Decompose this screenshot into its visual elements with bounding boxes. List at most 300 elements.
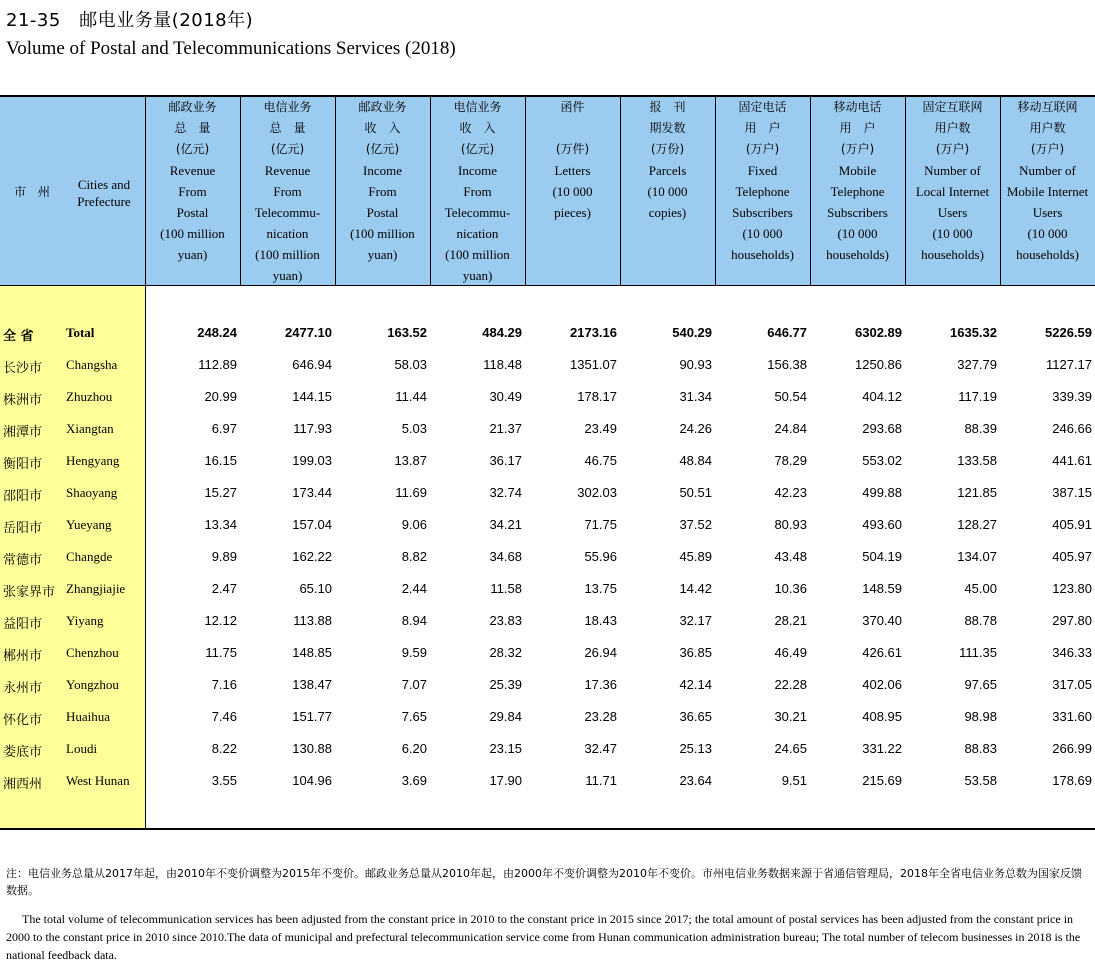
table-cell: 78.29 [774, 453, 807, 468]
table-cell: 3.69 [401, 773, 427, 788]
table-cell: 71.75 [584, 517, 617, 532]
table-cell: 25.39 [489, 677, 522, 692]
column-header-english: Telecommu- [444, 205, 511, 220]
row-label-chinese: 娄底市 [3, 745, 43, 760]
table-cell: 36.65 [679, 709, 712, 724]
table-cell: 18.43 [584, 613, 617, 628]
table-cell: 23.15 [489, 741, 522, 756]
table-cell: 104.96 [292, 773, 332, 788]
column-divider [620, 97, 621, 285]
table-cell: 111.35 [959, 645, 997, 660]
row-label-english: Shaoyang [66, 485, 118, 500]
table-cell: 48.84 [679, 453, 712, 468]
table-cell: 297.80 [1052, 613, 1092, 628]
column-header [1000, 97, 1095, 285]
table-cell: 45.89 [679, 549, 712, 564]
table-cell: 6.20 [401, 741, 427, 756]
table-cell: 11.58 [490, 581, 522, 596]
table-cell: 123.80 [1052, 581, 1092, 596]
column-divider [1000, 97, 1001, 285]
column-header [810, 97, 905, 285]
table-cell: 441.61 [1052, 453, 1092, 468]
row-label-chinese: 湘潭市 [3, 425, 43, 440]
column-header-english: pieces) [554, 205, 591, 220]
table-cell: 88.78 [964, 613, 997, 628]
column-header-english: Income [363, 163, 402, 178]
table-cell: 25.13 [679, 741, 712, 756]
stub-header-chinese: 市 州 [14, 185, 54, 199]
column-header [715, 97, 810, 285]
row-label-english: Zhangjiajie [66, 581, 126, 596]
table-cell: 117.19 [958, 389, 997, 404]
column-header-unit: (万户) [745, 142, 780, 156]
table-cell: 646.94 [292, 357, 332, 372]
table-cell: 88.39 [964, 421, 997, 436]
column-header-english: nication [266, 226, 309, 241]
table-cell: 246.66 [1052, 421, 1092, 436]
table-cell: 23.83 [489, 613, 522, 628]
table-cell: 130.88 [292, 741, 332, 756]
column-divider [525, 97, 526, 285]
table-cell: 7.16 [211, 677, 237, 692]
column-header-english: Telephone [830, 184, 885, 199]
column-header-english: Postal [366, 205, 399, 220]
column-header-chinese [525, 118, 620, 139]
row-label-english: Loudi [66, 741, 98, 756]
column-header-english: copies) [648, 205, 687, 220]
table-cell: 90.93 [679, 357, 712, 372]
column-header-unit: (亿元) [175, 142, 210, 156]
column-header-english: Mobile [838, 163, 877, 178]
table-cell: 26.94 [584, 645, 617, 660]
column-header-chinese: 收 入 [364, 121, 401, 135]
row-label-chinese: 常德市 [3, 553, 43, 568]
column-header-english: households) [731, 247, 794, 262]
column-header-chinese: 固定互联网 [922, 100, 983, 114]
table-cell: 28.21 [774, 613, 807, 628]
column-header-english: (10 000 [742, 226, 783, 241]
table-cell: 13.87 [394, 453, 427, 468]
column-header [905, 97, 1000, 285]
column-header-english: yuan) [367, 247, 398, 262]
table-cell: 23.49 [584, 421, 617, 436]
column-header [240, 97, 335, 285]
column-header-unit: (亿元) [460, 142, 495, 156]
table-cell: 20.99 [204, 389, 237, 404]
row-label-chinese: 永州市 [3, 681, 43, 696]
table-bottom-rule [0, 828, 1095, 830]
row-label-english: West Hunan [66, 773, 130, 788]
column-header [620, 97, 715, 285]
row-label-chinese: 邵阳市 [3, 489, 43, 504]
table-cell: 14.42 [679, 581, 712, 596]
table-cell: 144.15 [292, 389, 332, 404]
column-header-english: yuan) [177, 247, 208, 262]
header-bottom-rule [0, 285, 1095, 286]
column-header-chinese: 用 户 [744, 121, 781, 135]
table-cell: 30.49 [489, 389, 522, 404]
table-cell: 499.88 [862, 485, 902, 500]
column-header-english: Parcels [648, 163, 687, 178]
column-header-english: Number of [1019, 163, 1076, 178]
table-cell: 162.22 [292, 549, 332, 564]
stub-header-english: Cities and Prefecture [77, 177, 131, 209]
table-cell: 646.77 [767, 325, 807, 340]
column-divider [240, 97, 241, 285]
table-cell: 42.14 [679, 677, 712, 692]
table-cell: 17.36 [584, 677, 617, 692]
table-cell: 118.48 [483, 357, 522, 372]
table-cell: 34.21 [489, 517, 522, 532]
row-label-english: Yongzhou [66, 677, 119, 692]
table-cell: 98.98 [964, 709, 997, 724]
table-cell: 7.46 [211, 709, 237, 724]
table-cell: 112.89 [198, 357, 237, 372]
table-cell: 13.75 [584, 581, 617, 596]
table-cell: 121.85 [957, 485, 997, 500]
table-cell: 8.94 [401, 613, 427, 628]
table-cell: 17.90 [489, 773, 522, 788]
table-cell: 28.32 [489, 645, 522, 660]
table-cell: 53.58 [964, 773, 997, 788]
column-header-chinese: 固定电话 [738, 100, 787, 114]
column-header-english: Subscribers [732, 205, 793, 220]
table-row-total [0, 318, 1095, 350]
column-header-english: Mobile Internet [1006, 184, 1089, 199]
row-label-english: Changsha [66, 357, 118, 372]
row-label-chinese: 衡阳市 [3, 457, 43, 472]
table-cell: 553.02 [862, 453, 902, 468]
column-header-english: nication [456, 226, 499, 241]
column-header-unit: (亿元) [365, 142, 400, 156]
table-cell: 1127.17 [1045, 357, 1092, 372]
row-label-chinese: 株洲市 [3, 393, 43, 408]
column-header-chinese: 报 刊 [649, 100, 686, 114]
table-cell: 404.12 [862, 389, 902, 404]
row-label-english: Zhuzhou [66, 389, 113, 404]
table-cell: 178.69 [1052, 773, 1092, 788]
column-header-chinese: 移动互联网 [1017, 100, 1078, 114]
column-header-english: Users [937, 205, 968, 220]
table-row [0, 702, 1095, 734]
table-cell: 29.84 [489, 709, 522, 724]
column-header-english: households) [826, 247, 889, 262]
column-header-chinese: 函件 [560, 100, 585, 114]
column-header-chinese: 邮政业务 [358, 100, 407, 114]
column-header-chinese: 期发数 [649, 121, 686, 135]
row-label-english: Chenzhou [66, 645, 119, 660]
column-header-unit: (万户) [1030, 142, 1065, 156]
table-row [0, 478, 1095, 510]
row-label-chinese: 长沙市 [3, 361, 43, 376]
table-cell: 23.28 [584, 709, 617, 724]
table-cell: 16.15 [204, 453, 237, 468]
table-row [0, 766, 1095, 798]
table-cell: 13.34 [204, 517, 237, 532]
column-header-chinese: 电信业务 [263, 100, 312, 114]
row-label-chinese: 益阳市 [3, 617, 43, 632]
table-cell: 493.60 [862, 517, 902, 532]
table-cell: 248.24 [197, 325, 237, 340]
table-cell: 7.07 [401, 677, 427, 692]
column-header-chinese: 用户数 [1029, 121, 1066, 135]
column-header-english: Subscribers [827, 205, 888, 220]
row-label-chinese: 怀化市 [3, 713, 43, 728]
table-cell: 24.65 [774, 741, 807, 756]
column-header-english: households) [1016, 247, 1079, 262]
table-cell: 317.05 [1052, 677, 1092, 692]
column-header-english: Fixed [747, 163, 778, 178]
table-cell: 12.12 [204, 613, 237, 628]
table-cell: 215.69 [862, 773, 902, 788]
table-cell: 1250.86 [855, 357, 902, 372]
row-label-chinese: 张家界市 [3, 585, 56, 600]
table-cell: 128.27 [957, 517, 997, 532]
column-divider [335, 97, 336, 285]
table-cell: 9.51 [781, 773, 807, 788]
table-row [0, 382, 1095, 414]
column-divider [430, 97, 431, 285]
column-header-english: Telephone [735, 184, 790, 199]
table-cell: 199.03 [292, 453, 332, 468]
table-cell: 293.68 [862, 421, 902, 436]
table-cell: 24.84 [774, 421, 807, 436]
column-header-chinese: 总 量 [174, 121, 211, 135]
column-header-chinese: 用 户 [839, 121, 876, 135]
table-cell: 97.65 [964, 677, 997, 692]
row-label-chinese: 湘西州 [3, 777, 43, 792]
row-label-english: Yueyang [66, 517, 112, 532]
table-cell: 32.47 [584, 741, 617, 756]
table-cell: 43.48 [774, 549, 807, 564]
table-cell: 117.93 [293, 421, 332, 436]
table-cell: 9.59 [401, 645, 427, 660]
table-cell: 426.61 [862, 645, 902, 660]
table-cell: 138.47 [292, 677, 332, 692]
column-header-english: From [178, 184, 207, 199]
table-row [0, 670, 1095, 702]
table-cell: 148.85 [292, 645, 332, 660]
column-header-english: Revenue [169, 163, 216, 178]
table-cell: 540.29 [672, 325, 712, 340]
table-cell: 6302.89 [855, 325, 902, 340]
table-title-chinese: 21-35 邮电业务量(2018年) [6, 10, 254, 31]
table-cell: 2.47 [211, 581, 237, 596]
table-cell: 50.54 [774, 389, 807, 404]
table-cell: 5.03 [401, 421, 427, 436]
column-header-chinese: 收 入 [459, 121, 496, 135]
column-header-english: (10 000 [1027, 226, 1068, 241]
table-cell: 2.44 [401, 581, 427, 596]
table-cell: 331.60 [1052, 709, 1092, 724]
column-header-english: Number of [924, 163, 981, 178]
column-header-english: Users [1032, 205, 1063, 220]
column-header-english: From [463, 184, 492, 199]
table-cell: 1635.32 [950, 325, 997, 340]
table-cell: 32.74 [489, 485, 522, 500]
row-label-english: Yiyang [66, 613, 104, 628]
table-cell: 173.44 [292, 485, 332, 500]
table-cell: 32.17 [679, 613, 712, 628]
column-header-english: (10 000 [837, 226, 878, 241]
table-cell: 156.38 [767, 357, 807, 372]
table-cell: 11.44 [395, 389, 427, 404]
column-header-chinese: 移动电话 [833, 100, 882, 114]
column-header-english: (100 million [350, 226, 415, 241]
row-label-english: Hengyang [66, 453, 120, 468]
table-cell: 163.52 [387, 325, 427, 340]
column-header-unit: (万份) [650, 142, 685, 156]
table-cell: 36.17 [489, 453, 522, 468]
table-row [0, 574, 1095, 606]
table-row [0, 734, 1095, 766]
table-cell: 50.51 [679, 485, 712, 500]
column-divider [810, 97, 811, 285]
footnote-chinese: 注：电信业务总量从2017年起，由2010年不变价调整为2015年不变价。邮政业务总量从2010年起，由2000年不变价调整为2010年不变价。市州电信业务数据来源于省通信管理局，2018年全省电信业务总数为国家反馈数据。 [6, 867, 1082, 897]
table-cell: 58.03 [394, 357, 427, 372]
table-cell: 36.85 [679, 645, 712, 660]
column-header-english: Income [458, 163, 497, 178]
table-cell: 9.06 [401, 517, 427, 532]
column-header-english: (100 million [255, 247, 320, 262]
table-cell: 484.29 [482, 325, 522, 340]
table-row [0, 542, 1095, 574]
column-header-english: Local Internet [915, 184, 990, 199]
row-label-chinese: 岳阳市 [3, 521, 43, 536]
table-cell: 370.40 [862, 613, 902, 628]
table-cell: 133.58 [957, 453, 997, 468]
column-divider [715, 97, 716, 285]
column-header-english: From [273, 184, 302, 199]
table-cell: 8.22 [211, 741, 237, 756]
row-label-chinese: 全 省 [3, 329, 34, 344]
column-header [430, 97, 525, 285]
column-header-english: From [368, 184, 397, 199]
row-label-english: Total [66, 325, 95, 340]
table-cell: 157.04 [292, 517, 332, 532]
table-row [0, 638, 1095, 670]
table-cell: 80.93 [774, 517, 807, 532]
table-cell: 31.34 [679, 389, 712, 404]
table-cell: 7.65 [401, 709, 427, 724]
table-row [0, 414, 1095, 446]
table-row [0, 446, 1095, 478]
table-cell: 387.15 [1052, 485, 1092, 500]
table-cell: 21.37 [489, 421, 522, 436]
column-header-unit: (万件) [555, 142, 590, 156]
table-cell: 55.96 [584, 549, 617, 564]
column-header-english: Postal [176, 205, 209, 220]
table-cell: 1351.07 [570, 357, 617, 372]
table-cell: 10.36 [774, 581, 807, 596]
table-cell: 45.00 [964, 581, 997, 596]
table-title-english: Volume of Postal and Telecommunications Services (2018) [6, 38, 456, 59]
table-cell: 8.82 [401, 549, 427, 564]
column-header [525, 97, 620, 285]
column-header-unit: (亿元) [270, 142, 305, 156]
column-header-english: yuan) [272, 268, 303, 283]
table-cell: 405.97 [1052, 549, 1092, 564]
table-cell: 9.89 [211, 549, 237, 564]
table-row [0, 510, 1095, 542]
table-cell: 11.71 [585, 773, 617, 788]
column-header-english: (10 000 [647, 184, 688, 199]
table-cell: 6.97 [211, 421, 237, 436]
table-cell: 178.17 [577, 389, 617, 404]
column-header [335, 97, 430, 285]
table-cell: 65.10 [299, 581, 332, 596]
table-cell: 2477.10 [285, 325, 332, 340]
table-cell: 302.03 [577, 485, 617, 500]
row-label-english: Xiangtan [66, 421, 114, 436]
table-cell: 5226.59 [1045, 325, 1092, 340]
table-cell: 34.68 [489, 549, 522, 564]
table-cell: 15.27 [204, 485, 237, 500]
column-header-chinese: 邮政业务 [168, 100, 217, 114]
table-cell: 37.52 [679, 517, 712, 532]
table-cell: 504.19 [862, 549, 902, 564]
column-header-english: Telecommu- [254, 205, 321, 220]
row-label-english: Changde [66, 549, 113, 564]
table-cell: 339.39 [1052, 389, 1092, 404]
table-cell: 3.55 [211, 773, 237, 788]
table-cell: 46.49 [774, 645, 807, 660]
table-cell: 42.23 [774, 485, 807, 500]
table-cell: 88.83 [964, 741, 997, 756]
column-header-english: (100 million [445, 247, 510, 262]
table-cell: 408.95 [862, 709, 902, 724]
table-cell: 148.59 [862, 581, 902, 596]
row-label-english: Huaihua [66, 709, 111, 724]
table-cell: 30.21 [774, 709, 807, 724]
table-cell: 2173.16 [570, 325, 617, 340]
table-cell: 151.77 [292, 709, 332, 724]
table-cell: 113.88 [293, 613, 332, 628]
table-cell: 266.99 [1052, 741, 1092, 756]
column-divider [905, 97, 906, 285]
column-header-chinese: 总 量 [269, 121, 306, 135]
column-header-english: (100 million [160, 226, 225, 241]
table-cell: 46.75 [584, 453, 617, 468]
table-cell: 22.28 [774, 677, 807, 692]
table-cell: 11.69 [395, 485, 427, 500]
column-header-english: Revenue [264, 163, 311, 178]
table-cell: 23.64 [679, 773, 712, 788]
column-header-chinese: 用户数 [934, 121, 971, 135]
table-cell: 331.22 [862, 741, 902, 756]
row-label-chinese: 郴州市 [3, 649, 43, 664]
footnote-english: The total volume of telecommunication services has been adjusted from the constant price in 2010 to the constant price in 2015 since 2017; the total amount of postal services has been adjusted from the constant price in 2000 to the constant price in 2010 since 2010.The data of municipal and prefectural telecommunication service come from Hunan communication administration bureau; The total number of telecom businesses in 2018 is the national feedback data. [6, 912, 1081, 962]
column-header-english: (10 000 [552, 184, 593, 199]
column-header-english: yuan) [462, 268, 493, 283]
table-cell: 405.91 [1052, 517, 1092, 532]
table-cell: 134.07 [957, 549, 997, 564]
column-header-english: households) [921, 247, 984, 262]
table-cell: 24.26 [679, 421, 712, 436]
column-header [145, 97, 240, 285]
column-header-unit: (万户) [840, 142, 875, 156]
table-cell: 327.79 [957, 357, 997, 372]
table-cell: 346.33 [1052, 645, 1092, 660]
column-header-english: (10 000 [932, 226, 973, 241]
column-header-unit: (万户) [935, 142, 970, 156]
table-cell: 11.75 [205, 645, 237, 660]
column-header-chinese: 电信业务 [453, 100, 502, 114]
table-row [0, 350, 1095, 382]
table-row [0, 606, 1095, 638]
table-cell: 402.06 [862, 677, 902, 692]
column-header-english: Letters [554, 163, 591, 178]
